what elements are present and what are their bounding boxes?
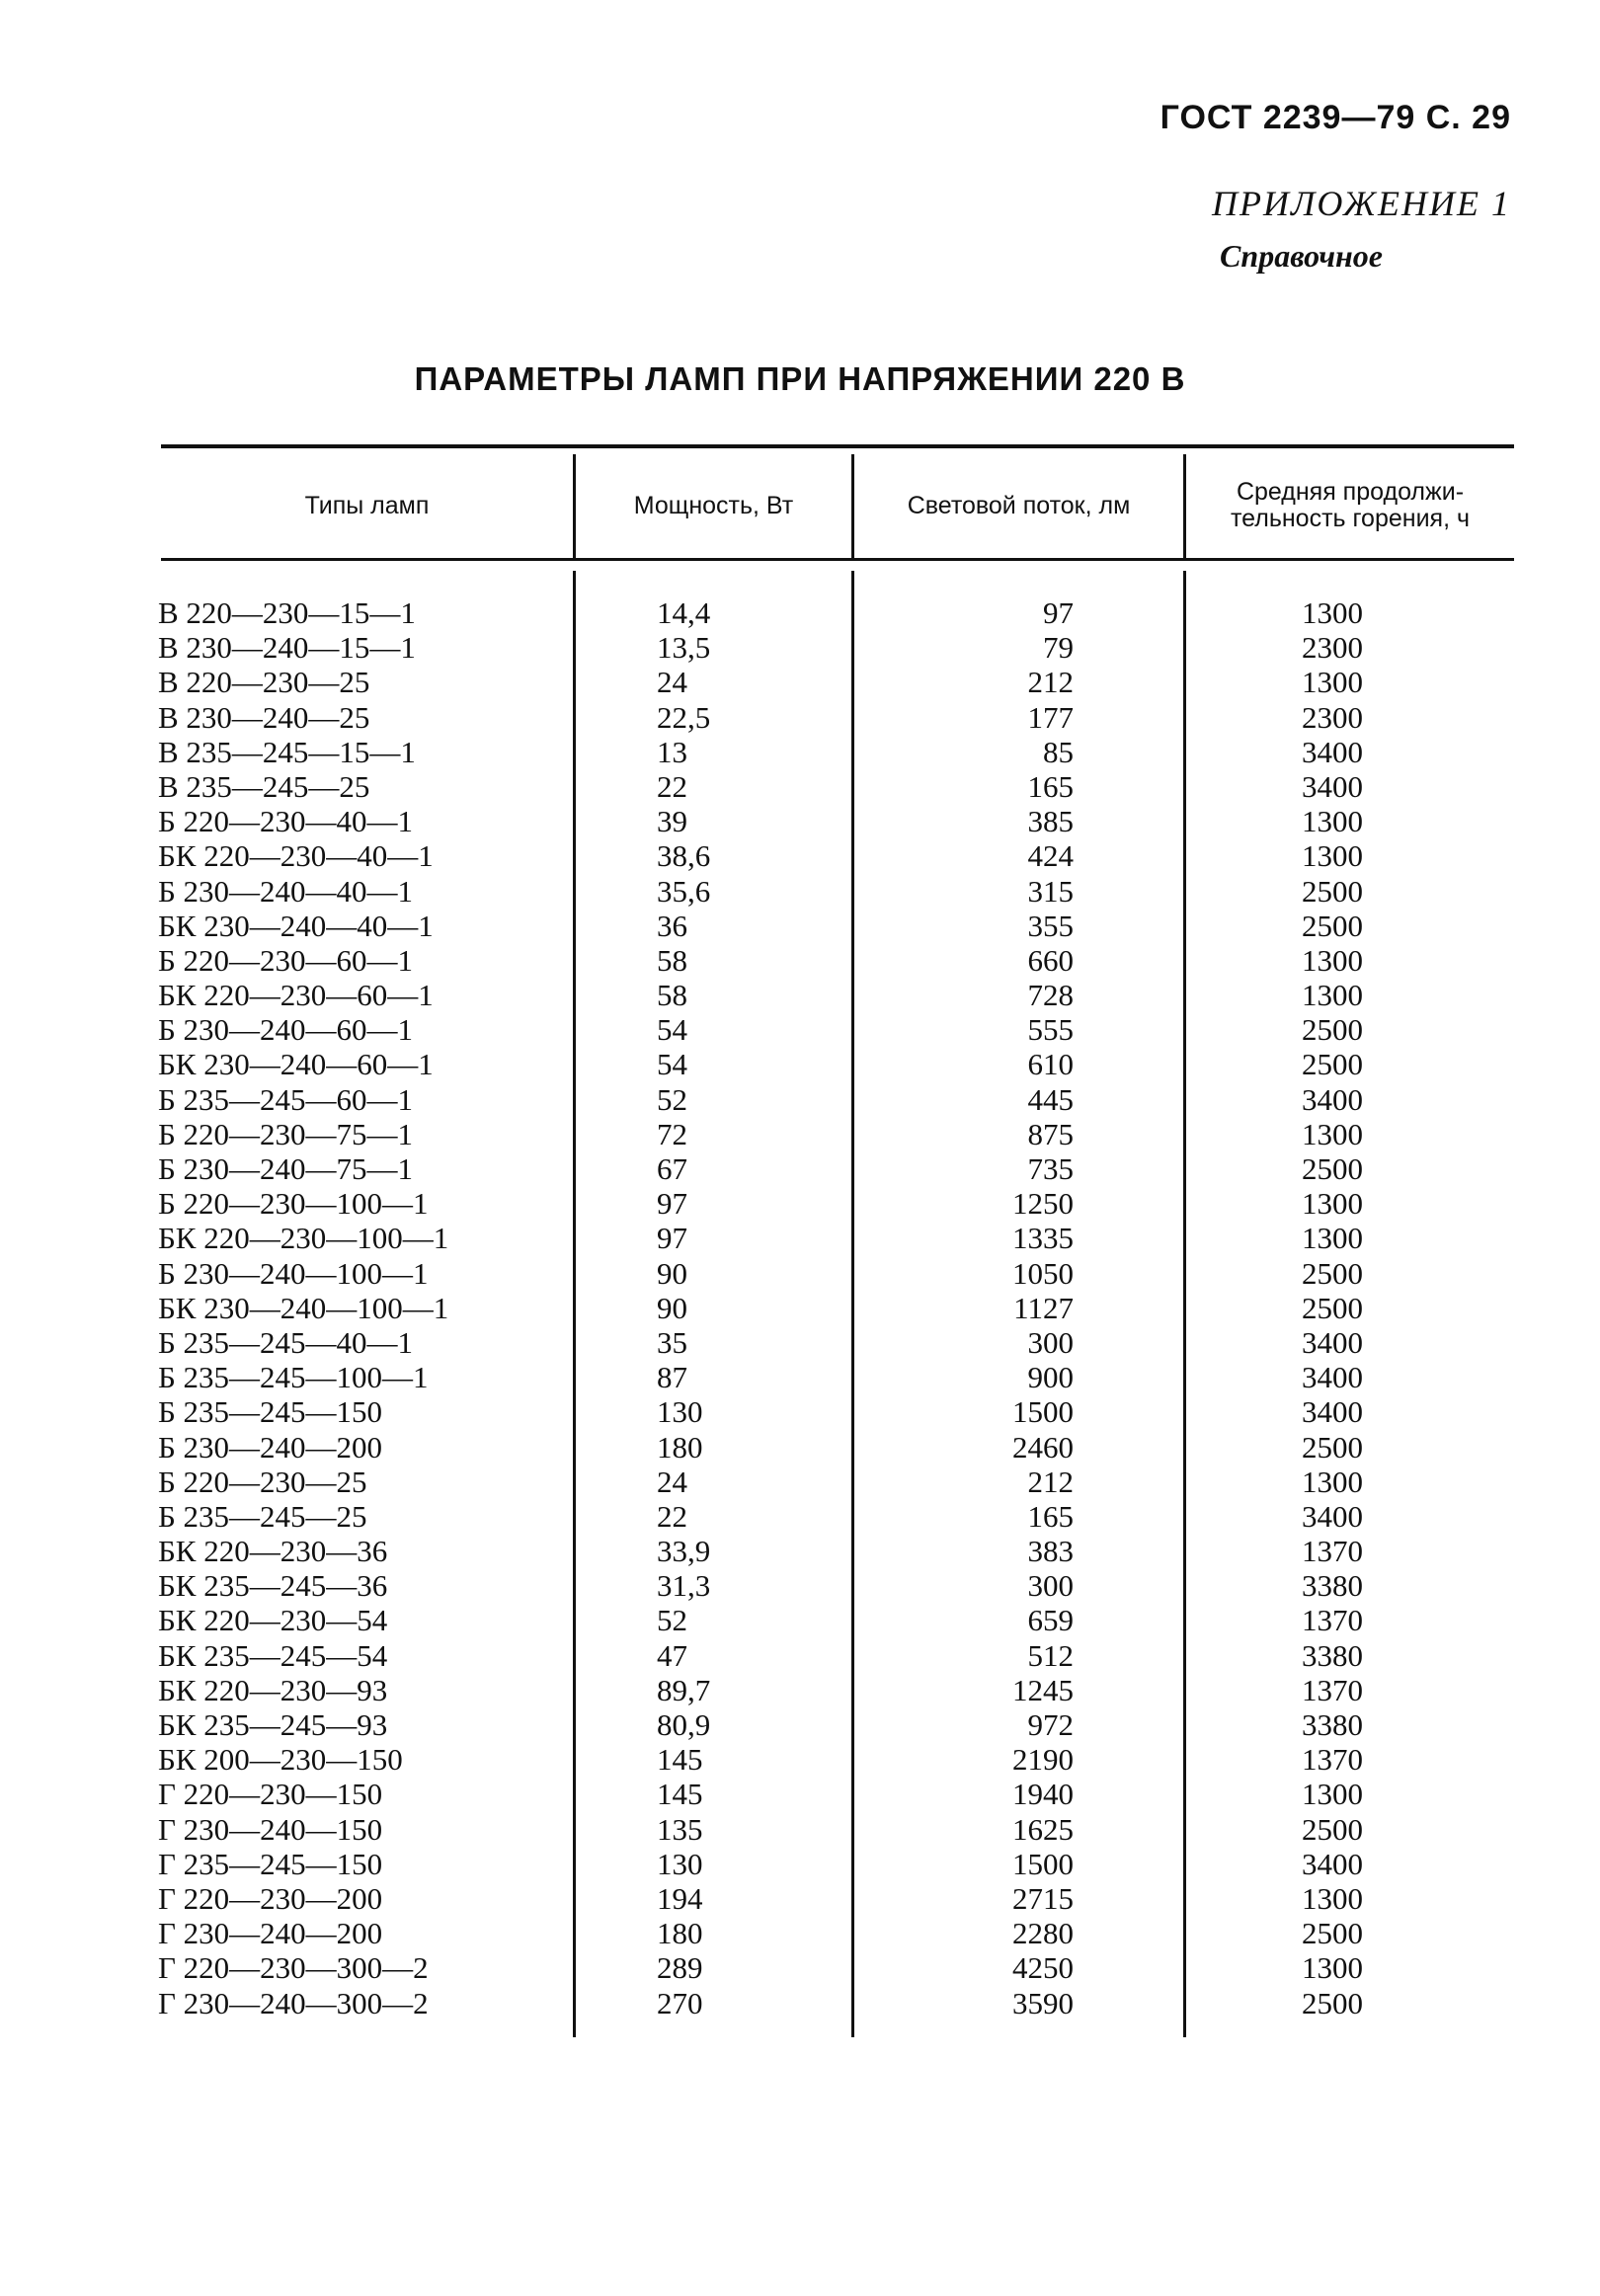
lifetime-cell: 1300	[1302, 1221, 1363, 1256]
lifetime-cell: 1300	[1302, 978, 1363, 1013]
lamp-type-cell: Б 220—230—25	[158, 1464, 367, 1499]
luminous-flux-cell: 735	[1027, 1151, 1074, 1186]
lifetime-cell: 3400	[1302, 1846, 1363, 1881]
power-cell: 47	[657, 1637, 687, 1673]
luminous-flux-cell: 1940	[1012, 1777, 1074, 1812]
table-row	[0, 1256, 1600, 1291]
lamp-type-cell: Б 235—245—150	[158, 1394, 383, 1430]
table-row	[0, 1221, 1600, 1255]
table-body	[0, 595, 1600, 2020]
table-row	[0, 1012, 1600, 1047]
luminous-flux-cell: 2715	[1012, 1880, 1074, 1916]
lifetime-cell: 2500	[1302, 1255, 1363, 1291]
power-cell: 13,5	[657, 630, 711, 666]
luminous-flux-cell: 1250	[1012, 1186, 1074, 1222]
lamp-type-cell: Г 220—230—200	[158, 1880, 383, 1916]
power-cell: 87	[657, 1360, 687, 1395]
luminous-flux-cell: 2460	[1012, 1429, 1074, 1465]
lamp-type-cell: БК 235—245—54	[158, 1637, 388, 1673]
table-row	[0, 1881, 1600, 1916]
power-cell: 67	[657, 1151, 687, 1186]
lifetime-cell: 1300	[1302, 804, 1363, 839]
lifetime-cell: 3400	[1302, 734, 1363, 769]
luminous-flux-cell: 1127	[1013, 1290, 1074, 1325]
power-cell: 90	[657, 1255, 687, 1291]
luminous-flux-cell: 660	[1027, 942, 1074, 978]
power-cell: 35,6	[657, 873, 711, 909]
power-cell: 39	[657, 804, 687, 839]
lamp-type-cell: БК 230—240—40—1	[158, 908, 434, 943]
power-cell: 58	[657, 942, 687, 978]
table-row	[0, 1534, 1600, 1568]
luminous-flux-cell: 85	[1043, 734, 1074, 769]
table-title: ПАРАМЕТРЫ ЛАМП ПРИ НАПРЯЖЕНИИ 220 В	[414, 360, 1186, 397]
luminous-flux-cell: 383	[1027, 1534, 1074, 1569]
table-row	[0, 1360, 1600, 1394]
power-cell: 90	[657, 1290, 687, 1325]
luminous-flux-cell: 212	[1027, 1464, 1074, 1499]
table-row	[0, 1499, 1600, 1534]
power-cell: 80,9	[657, 1707, 711, 1742]
table-row	[0, 1777, 1600, 1811]
power-cell: 58	[657, 978, 687, 1013]
lamp-type-cell: БК 220—230—36	[158, 1534, 388, 1569]
table-row	[0, 838, 1600, 873]
lifetime-cell: 2500	[1302, 1916, 1363, 1951]
luminous-flux-cell: 300	[1027, 1568, 1074, 1604]
power-cell: 180	[657, 1916, 703, 1951]
lamp-type-cell: Б 220—230—40—1	[158, 804, 414, 839]
table-row	[0, 1082, 1600, 1117]
luminous-flux-cell: 424	[1027, 838, 1074, 874]
luminous-flux-cell: 610	[1027, 1047, 1074, 1082]
lifetime-cell: 2500	[1302, 1047, 1363, 1082]
lamp-type-cell: Б 220—230—75—1	[158, 1116, 414, 1151]
lifetime-cell: 2500	[1302, 1290, 1363, 1325]
lifetime-cell: 2500	[1302, 1985, 1363, 2020]
table-row	[0, 804, 1600, 838]
lifetime-cell: 1300	[1302, 942, 1363, 978]
power-cell: 38,6	[657, 838, 711, 874]
lifetime-cell: 1370	[1302, 1742, 1363, 1778]
power-cell: 31,3	[657, 1568, 711, 1604]
table-row	[0, 700, 1600, 735]
luminous-flux-cell: 972	[1027, 1707, 1074, 1742]
power-cell: 24	[657, 1464, 687, 1499]
lamp-type-cell: БК 220—230—40—1	[158, 838, 434, 874]
luminous-flux-cell: 97	[1043, 595, 1074, 630]
table-row	[0, 1394, 1600, 1429]
table-row	[0, 1151, 1600, 1186]
table-row	[0, 665, 1600, 699]
table-row	[0, 1847, 1600, 1881]
luminous-flux-cell: 2190	[1012, 1742, 1074, 1778]
luminous-flux-cell: 1050	[1012, 1255, 1074, 1291]
lifetime-cell: 1300	[1302, 1777, 1363, 1812]
power-cell: 180	[657, 1429, 703, 1465]
lamp-type-cell: БК 200—230—150	[158, 1742, 403, 1778]
table-row	[0, 735, 1600, 769]
lifetime-cell: 1300	[1302, 1880, 1363, 1916]
table-row	[0, 769, 1600, 804]
table-row	[0, 1117, 1600, 1151]
luminous-flux-cell: 315	[1027, 873, 1074, 909]
lamp-type-cell: Г 220—230—300—2	[158, 1950, 429, 1986]
lamp-type-cell: В 235—245—25	[158, 768, 370, 804]
lifetime-cell: 3380	[1302, 1637, 1363, 1673]
power-cell: 97	[657, 1221, 687, 1256]
power-cell: 289	[657, 1950, 703, 1986]
power-cell: 72	[657, 1116, 687, 1151]
table-row	[0, 943, 1600, 978]
lifetime-cell: 2300	[1302, 630, 1363, 666]
luminous-flux-cell: 1625	[1012, 1811, 1074, 1847]
power-cell: 13	[657, 734, 687, 769]
power-cell: 194	[657, 1880, 703, 1916]
luminous-flux-cell: 177	[1027, 699, 1074, 735]
column-header-power: Мощность, Вт	[633, 491, 794, 519]
lamp-type-cell: БК 220—230—60—1	[158, 978, 434, 1013]
power-cell: 54	[657, 1047, 687, 1082]
table-row	[0, 1568, 1600, 1603]
lamp-type-cell: Б 230—240—60—1	[158, 1012, 414, 1048]
lamp-type-cell: Г 230—240—200	[158, 1916, 383, 1951]
lifetime-cell: 1300	[1302, 1464, 1363, 1499]
table-row	[0, 1742, 1600, 1777]
table-row	[0, 1430, 1600, 1465]
power-cell: 22	[657, 1498, 687, 1534]
table-row	[0, 1291, 1600, 1325]
table-row	[0, 1325, 1600, 1360]
lifetime-cell: 2500	[1302, 1151, 1363, 1186]
lifetime-cell: 2500	[1302, 908, 1363, 943]
lifetime-cell: 3400	[1302, 1498, 1363, 1534]
table-row	[0, 1186, 1600, 1221]
luminous-flux-cell: 728	[1027, 978, 1074, 1013]
lamp-type-cell: БК 230—240—100—1	[158, 1290, 449, 1325]
luminous-flux-cell: 900	[1027, 1360, 1074, 1395]
luminous-flux-cell: 2280	[1012, 1916, 1074, 1951]
lamp-type-cell: БК 220—230—54	[158, 1603, 388, 1638]
power-cell: 135	[657, 1811, 703, 1847]
luminous-flux-cell: 3590	[1012, 1985, 1074, 2020]
luminous-flux-cell: 212	[1027, 665, 1074, 700]
lifetime-cell: 3400	[1302, 1360, 1363, 1395]
power-cell: 89,7	[657, 1672, 711, 1707]
appendix-subtitle: Справочное	[1220, 238, 1383, 274]
luminous-flux-cell: 1500	[1012, 1846, 1074, 1881]
appendix-title: ПРИЛОЖЕНИЕ 1	[1212, 184, 1511, 223]
table-row	[0, 978, 1600, 1012]
lifetime-cell: 1300	[1302, 1186, 1363, 1222]
lifetime-cell: 1370	[1302, 1603, 1363, 1638]
lamp-type-cell: Б 230—240—40—1	[158, 873, 414, 909]
table-top-rule	[161, 444, 1514, 448]
luminous-flux-cell: 1500	[1012, 1394, 1074, 1430]
power-cell: 22	[657, 768, 687, 804]
lamp-type-cell: Б 235—245—25	[158, 1498, 367, 1534]
lifetime-cell: 3400	[1302, 768, 1363, 804]
lifetime-cell: 2500	[1302, 1012, 1363, 1048]
luminous-flux-cell: 1245	[1012, 1672, 1074, 1707]
lamp-type-cell: Б 235—245—40—1	[158, 1324, 414, 1360]
power-cell: 22,5	[657, 699, 711, 735]
table-row	[0, 1638, 1600, 1673]
table-row	[0, 1707, 1600, 1742]
lifetime-cell: 3400	[1302, 1081, 1363, 1117]
lamp-type-cell: Г 220—230—150	[158, 1777, 383, 1812]
power-cell: 52	[657, 1603, 687, 1638]
lamp-type-cell: Г 230—240—300—2	[158, 1985, 429, 2020]
lamp-type-cell: В 230—240—15—1	[158, 630, 416, 666]
power-cell: 270	[657, 1985, 703, 2020]
table-row	[0, 909, 1600, 943]
lifetime-cell: 1300	[1302, 595, 1363, 630]
table-row	[0, 1603, 1600, 1637]
power-cell: 24	[657, 665, 687, 700]
lamp-type-cell: Г 235—245—150	[158, 1846, 383, 1881]
luminous-flux-cell: 875	[1027, 1116, 1074, 1151]
power-cell: 14,4	[657, 595, 711, 630]
lifetime-cell: 2300	[1302, 699, 1363, 735]
power-cell: 130	[657, 1394, 703, 1430]
lifetime-cell: 1300	[1302, 1116, 1363, 1151]
luminous-flux-cell: 445	[1027, 1081, 1074, 1117]
lamp-type-cell: Б 230—240—200	[158, 1429, 383, 1465]
power-cell: 33,9	[657, 1534, 711, 1569]
appendix-block	[1212, 183, 1511, 275]
table-row	[0, 1465, 1600, 1499]
table-row	[0, 1986, 1600, 2020]
table-header-rule	[161, 558, 1514, 561]
lifetime-cell: 1300	[1302, 665, 1363, 700]
lamp-type-cell: БК 235—245—93	[158, 1707, 388, 1742]
luminous-flux-cell: 659	[1027, 1603, 1074, 1638]
lifetime-cell: 1370	[1302, 1672, 1363, 1707]
column-header-life: Средняя продолжи-тельность горения, ч	[1231, 478, 1470, 532]
lamp-type-cell: БК 235—245—36	[158, 1568, 388, 1604]
lifetime-cell: 1300	[1302, 1950, 1363, 1986]
lamp-type-cell: В 220—230—25	[158, 665, 370, 700]
table-row	[0, 874, 1600, 909]
luminous-flux-cell: 355	[1027, 908, 1074, 943]
lifetime-cell: 2500	[1302, 1811, 1363, 1847]
lamp-type-cell: В 220—230—15—1	[158, 595, 416, 630]
lifetime-cell: 1300	[1302, 838, 1363, 874]
power-cell: 130	[657, 1846, 703, 1881]
lifetime-cell: 3400	[1302, 1394, 1363, 1430]
luminous-flux-cell: 385	[1027, 804, 1074, 839]
table-row	[0, 1673, 1600, 1707]
table-row	[0, 1812, 1600, 1847]
power-cell: 97	[657, 1186, 687, 1222]
luminous-flux-cell: 165	[1027, 768, 1074, 804]
lamp-type-cell: Б 230—240—75—1	[158, 1151, 414, 1186]
lamp-type-cell: В 235—245—15—1	[158, 734, 416, 769]
lifetime-cell: 3380	[1302, 1707, 1363, 1742]
lamp-type-cell: В 230—240—25	[158, 699, 370, 735]
luminous-flux-cell: 1335	[1012, 1221, 1074, 1256]
power-cell: 145	[657, 1742, 703, 1778]
lifetime-cell: 3400	[1302, 1324, 1363, 1360]
table-row	[0, 1950, 1600, 1985]
lamp-type-cell: БК 220—230—93	[158, 1672, 388, 1707]
lifetime-cell: 1370	[1302, 1534, 1363, 1569]
lamp-type-cell: Б 220—230—60—1	[158, 942, 414, 978]
table-row	[0, 1047, 1600, 1081]
table-row	[0, 1916, 1600, 1950]
lifetime-cell: 2500	[1302, 1429, 1363, 1465]
luminous-flux-cell: 512	[1027, 1637, 1074, 1673]
luminous-flux-cell: 300	[1027, 1324, 1074, 1360]
power-cell: 36	[657, 908, 687, 943]
lamp-type-cell: Б 235—245—100—1	[158, 1360, 429, 1395]
power-cell: 52	[657, 1081, 687, 1117]
luminous-flux-cell: 79	[1043, 630, 1074, 666]
lamp-type-cell: Б 230—240—100—1	[158, 1255, 429, 1291]
lamp-type-cell: Г 230—240—150	[158, 1811, 383, 1847]
lamp-type-cell: Б 220—230—100—1	[158, 1186, 429, 1222]
lifetime-cell: 3380	[1302, 1568, 1363, 1604]
lamp-type-cell: БК 230—240—60—1	[158, 1047, 434, 1082]
table-row	[0, 595, 1600, 630]
table-row	[0, 630, 1600, 665]
page-header-doc-ref: ГОСТ 2239—79 С. 29	[1160, 99, 1511, 136]
power-cell: 35	[657, 1324, 687, 1360]
luminous-flux-cell: 165	[1027, 1498, 1074, 1534]
luminous-flux-cell: 4250	[1012, 1950, 1074, 1986]
lifetime-cell: 2500	[1302, 873, 1363, 909]
column-header-type: Типы ламп	[304, 491, 430, 519]
luminous-flux-cell: 555	[1027, 1012, 1074, 1048]
column-header-flux: Световой поток, лм	[907, 491, 1131, 519]
power-cell: 145	[657, 1777, 703, 1812]
lamp-type-cell: Б 235—245—60—1	[158, 1081, 414, 1117]
power-cell: 54	[657, 1012, 687, 1048]
lamp-type-cell: БК 220—230—100—1	[158, 1221, 449, 1256]
